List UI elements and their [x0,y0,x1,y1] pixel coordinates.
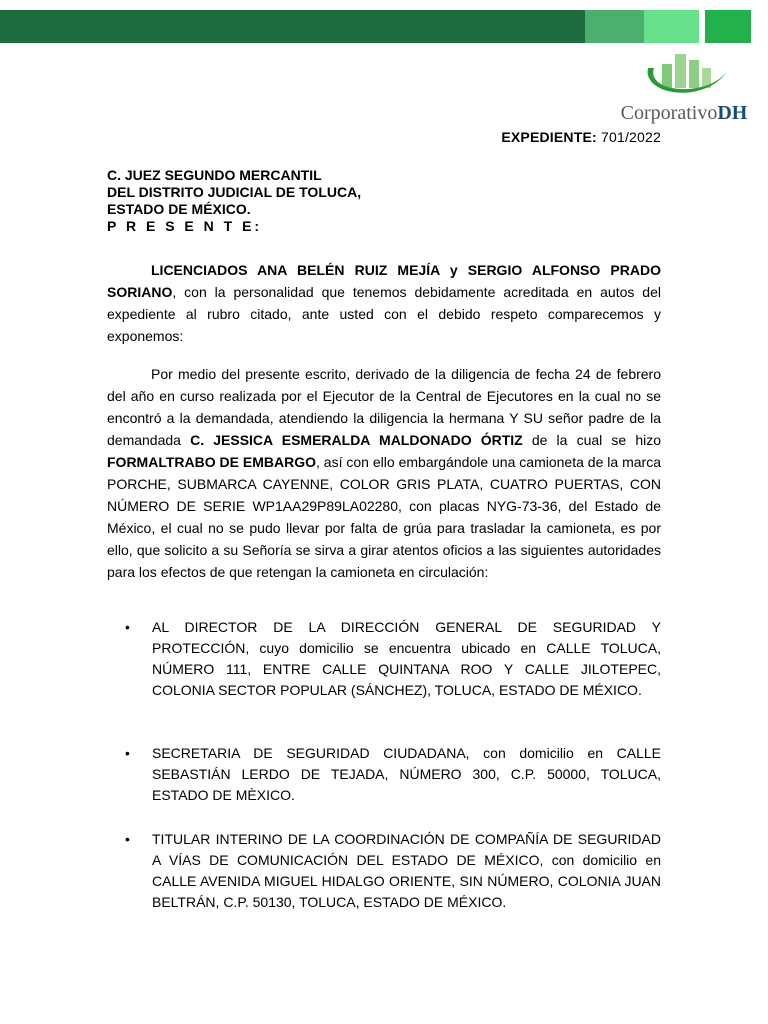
intro-names-a: LICENCIADOS ANA BELÉN RUIZ MEJÍA y SERGIO ALFONSO PRADO [151,262,661,278]
header-band-light [644,10,699,43]
bullet-icon: • [125,619,130,635]
authority-list-item [107,617,661,701]
intro-paragraph [107,259,661,347]
request-text-2: de la cual se hizo [522,432,662,448]
addressee-line-3: ESTADO DE MÉXICO. [107,201,251,217]
header-band-mid [585,10,644,43]
header-band [0,10,768,43]
authority-list-item [107,743,661,806]
bullet-icon: • [125,745,130,761]
addressee-presente: P R E S E N T E: [107,218,263,234]
logo-text-bold: DH [717,102,748,124]
case-number-label: EXPEDIENTE: [501,129,597,145]
case-number-value: 701/2022 [601,129,661,145]
header-band-bright-end [705,10,751,43]
bullet-icon: • [125,831,130,847]
logo-text-plain: Corporativo [620,102,718,124]
request-paragraph [107,363,661,583]
defendant-name: C. JESSICA ESMERALDA MALDONADO ÓRTIZ [190,432,523,448]
addressee-line-1: C. JUEZ SEGUNDO MERCANTIL [107,167,322,183]
addressee-line-2: DEL DISTRITO JUDICIAL DE TOLUCA, [107,184,362,200]
addressee-block [107,167,361,235]
request-text-3: , así con ello embargándole una camioneta de la marca PORCHE, SUBMARCA CAYENNE, COLOR GRIS PLATA, CUATRO PUERTAS, CON NÚMERO DE SERIE WP1AA29P89LA02280, con placas NYG-73-36, del Estado de México, el cual no se pudo llevar por falta de grúa para trasladar la camioneta, es por ello, que solicito a su Señoría se sirva a girar atentos oficios a las siguientes autoridades para los efectos de que retengan la camioneta en circulación: [107,454,661,580]
case-number [501,129,661,145]
company-logo [608,50,760,126]
intro-names-b: SORIANO [107,284,173,300]
authority-list-item [107,829,661,913]
intro-text: , con la personalidad que tenemos debidamente acreditada en autos del expediente al rubro citado, ante usted con el debido respeto comparecemos y exponemos: [107,284,661,344]
authority-text: SECRETARIA DE SEGURIDAD CIUDADANA, con domicilio en CALLE SEBASTIÁN LERDO DE TEJADA, NÚMERO 300, C.P. 50000, TOLUCA, ESTADO DE MÈXICO. [152,745,661,803]
header-band-dark [0,10,585,43]
embargo-term: FORMALTRABO DE EMBARGO [107,454,316,470]
authority-text: TITULAR INTERINO DE LA COORDINACIÓN DE COMPAÑÍA DE SEGURIDAD A VÍAS DE COMUNICACIÓN DEL ESTADO DE MÉXICO, con domicilio en CALLE AVENIDA MIGUEL HIDALGO ORIENTE, SIN NÚMERO, COLONIA JUAN BELTRÁN, C.P. 50130, TOLUCA, ESTADO DE MÉXICO. [152,831,661,910]
building-bars-swoosh-icon [640,50,728,100]
request-text-1: Por medio del presente escrito, derivado de la diligencia de fecha 24 de febrero del año en curso realizada por el Ejecutor de la Central de Ejecutores en la cual no se encontró a la demandada, atendiendo la diligencia la hermana Y SU señor padre de la demandada [107,366,661,448]
logo-wordmark [608,102,760,125]
authority-text: AL DIRECTOR DE LA DIRECCIÓN GENERAL DE SEGURIDAD Y PROTECCIÓN, cuyo domicilio se encuentra ubicado en CALLE TOLUCA, NÚMERO 111, ENTRE CALLE QUINTANA ROO Y CALLE JILOTEPEC, COLONIA SECTOR POPULAR (SÁNCHEZ), TOLUCA, ESTADO DE MÉXICO. [152,619,661,698]
